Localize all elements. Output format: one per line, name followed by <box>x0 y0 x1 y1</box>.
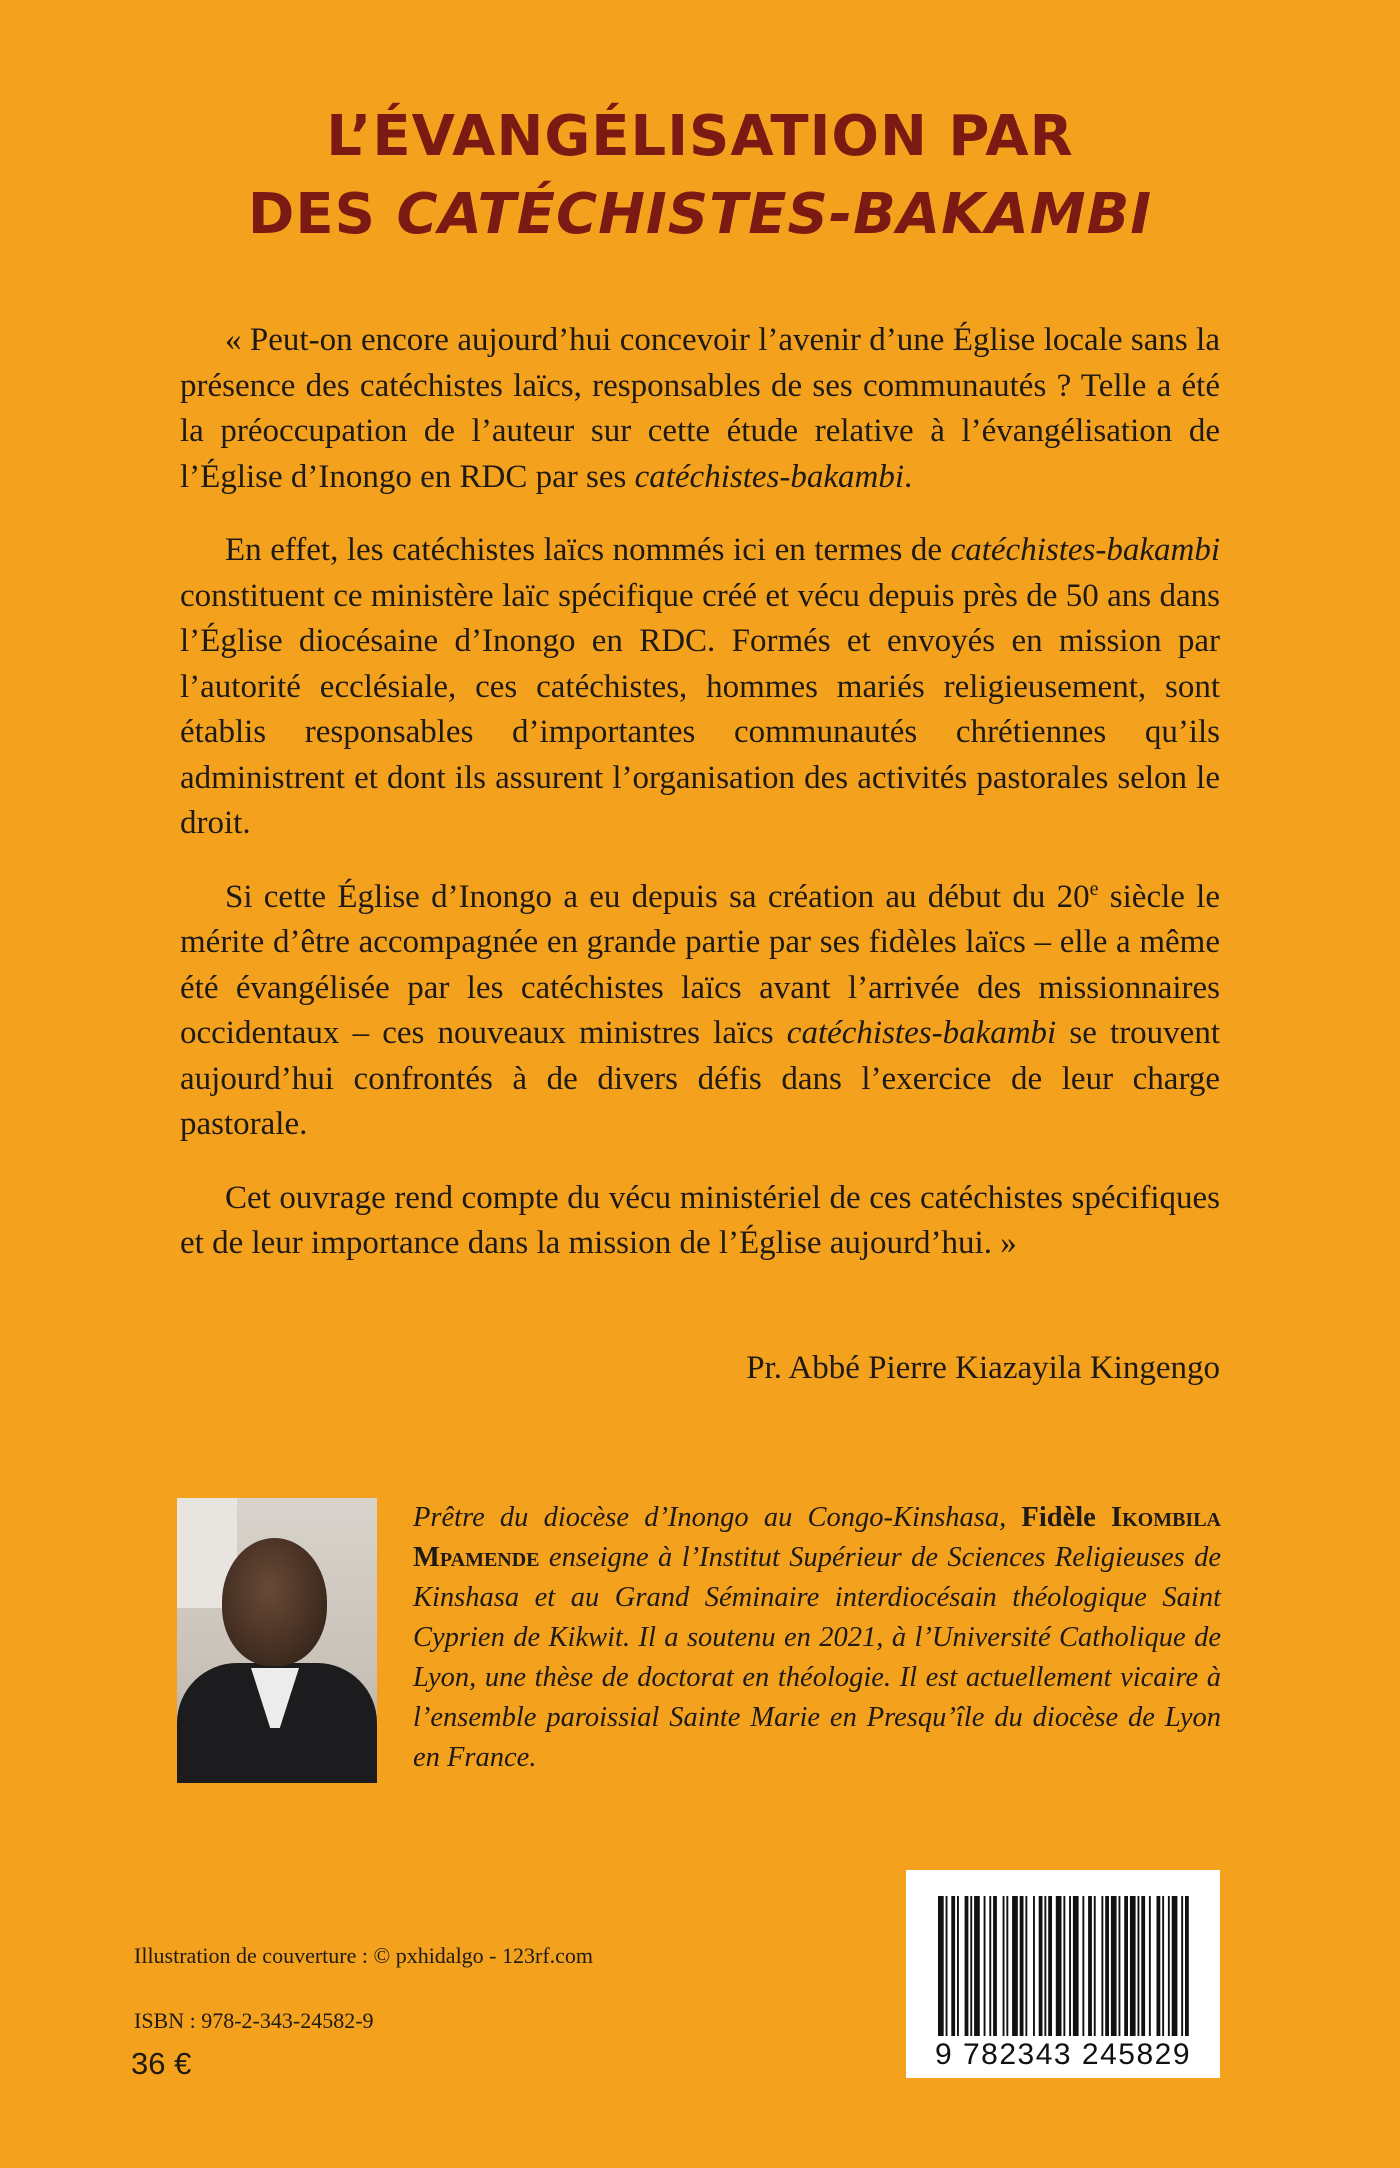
paragraph-3-text: Si cette Église d’Inongo a eu depuis sa création au début du 20 <box>225 878 1090 915</box>
barcode <box>906 1870 1220 2078</box>
back-cover-text <box>180 318 1220 1295</box>
barcode-bar <box>1044 1896 1046 2036</box>
barcode-bar <box>1063 1896 1065 2036</box>
quote-signature: Pr. Abbé Pierre Kiazayila Kingengo <box>746 1350 1220 1386</box>
barcode-digits: 9 782343 245829 <box>934 2038 1192 2071</box>
cover-credit: Illustration de couverture : © pxhidalgo - 123rf.com <box>134 1943 594 1968</box>
photo-head <box>222 1538 327 1666</box>
barcode-bar <box>1094 1896 1096 2036</box>
paragraph-2-end: constituent ce ministère laïc spécifique créé et vécu depuis près de 50 ans dans l’Église diocésaine d’Inongo en RDC. Formés et envoyés en mission par l’autorité ecclésiale, ces catéchistes, hommes mariés religieusement, sont établis responsables d’importantes communautés chrétiennes qu’ils administrent et dont ils assurent l’organisation des activités pastorales selon le droit. <box>180 577 1220 841</box>
barcode-bar <box>1168 1896 1170 2036</box>
paragraph-1 <box>180 318 1220 500</box>
barcode-bar <box>1056 1896 1062 2036</box>
paragraph-3-superscript: e <box>1089 877 1099 900</box>
paragraph-1-text: « Peut-on encore aujourd’hui concevoir l’avenir d’une Église locale sans la présence des catéchistes laïcs, responsables de ses communautés ? Telle a été la préoccupation de l’auteur sur cette étude relative à l’évangélisation de l’Église d’Inongo en RDC par ses <box>180 322 1220 495</box>
title-line-2 <box>0 176 1400 254</box>
title-line-2-italic: CATÉCHISTES-BAKAMBI <box>396 182 1153 247</box>
barcode-bar <box>1025 1896 1027 2036</box>
barcode-bar <box>1033 1896 1035 2036</box>
author-first-name: Fidèle <box>1021 1502 1111 1533</box>
paragraph-2 <box>180 528 1220 847</box>
barcode-bar <box>1138 1896 1140 2036</box>
barcode-bar <box>1003 1896 1005 2036</box>
barcode-bar <box>1088 1896 1092 2036</box>
barcode-bar <box>1141 1896 1145 2036</box>
barcode-bar <box>1149 1896 1151 2036</box>
barcode-bar <box>1039 1896 1043 2036</box>
barcode-bar <box>1181 1896 1183 2036</box>
paragraph-3-italic: catéchistes-bakambi <box>786 1015 1057 1051</box>
barcode-bar <box>989 1896 991 2036</box>
barcode-bar <box>951 1896 955 2036</box>
barcode-bar <box>1082 1896 1084 2036</box>
paragraph-3 <box>180 875 1220 1148</box>
title-line-2-prefix: DES <box>247 182 397 247</box>
price: 36 € <box>131 2046 192 2081</box>
paragraph-4: Cet ouvrage rend compte du vécu ministériel de ces catéchistes spécifiques et de leur importance dans la mission de l’Église aujourd’hui. » <box>180 1179 1220 1261</box>
barcode-bar <box>965 1896 969 2036</box>
barcode-bar <box>1012 1896 1018 2036</box>
barcode-bar <box>1006 1896 1008 2036</box>
barcode-bar <box>1124 1896 1128 2036</box>
paragraph-2-italic: catéchistes-bakambi <box>950 532 1220 568</box>
paragraph-1-end: . <box>904 458 913 495</box>
barcode-bar <box>1048 1896 1052 2036</box>
barcode-bar <box>984 1896 986 2036</box>
barcode-bar <box>1185 1896 1189 2036</box>
barcode-bar <box>1020 1896 1024 2036</box>
barcode-bar <box>1172 1896 1178 2036</box>
book-title <box>0 98 1400 254</box>
barcode-bar <box>974 1896 980 2036</box>
barcode-bar <box>993 1896 997 2036</box>
barcode-bar <box>938 1896 944 2036</box>
barcode-bar <box>1073 1896 1079 2036</box>
title-line-1: L’ÉVANGÉLISATION PAR <box>326 104 1074 169</box>
barcode-bar <box>1162 1896 1164 2036</box>
paragraph-1-italic: catéchistes-bakambi <box>634 458 905 495</box>
barcode-bar <box>1069 1896 1071 2036</box>
author-last-name: Ikombila Mpamende <box>413 1502 1221 1573</box>
barcode-bar <box>957 1896 959 2036</box>
barcode-bar <box>1105 1896 1109 2036</box>
barcode-bar <box>1130 1896 1136 2036</box>
paragraph-3-middle: siècle le mérite d’être accompagnée en grande partie par ses fidèles laïcs – elle a même été évangélisée par les catéchistes laïcs avant l’arrivée des missionnaires occidentaux – ces nouveaux ministres laïcs <box>180 878 1221 1051</box>
barcode-bar <box>1119 1896 1121 2036</box>
author-bio-intro: Prêtre du diocèse d’Inongo au Congo-Kinshasa, <box>413 1502 1022 1533</box>
isbn: ISBN : 978-2-343-24582-9 <box>134 2008 374 2033</box>
barcode-bar <box>1101 1896 1103 2036</box>
author-photo <box>177 1498 377 1783</box>
paragraph-3-end: se trouvent aujourd’hui confrontés à de divers défis dans l’exercice de leur charge pastorale. <box>180 1015 1221 1142</box>
paragraph-2-text: En effet, les catéchistes laïcs nommés ici en termes de <box>225 532 951 568</box>
author-bio-text: enseigne à l’Institut Supérieur de Sciences Religieuses de Kinshasa et au Grand Séminaire interdiocésain théologique Saint Cyprien de Kikwit. Il a soutenu en 2021, à l’Université Catholique de Lyon, une thèse de doctorat en théologie. Il est actuellement vicaire à l’ensemble paroissial Sainte Marie en Presqu’île du diocèse de Lyon en France. <box>413 1542 1221 1773</box>
barcode-bar <box>946 1896 948 2036</box>
barcode-bar <box>970 1896 972 2036</box>
author-bio <box>413 1498 1221 1778</box>
barcode-bar <box>1111 1896 1117 2036</box>
barcode-bar <box>1157 1896 1161 2036</box>
